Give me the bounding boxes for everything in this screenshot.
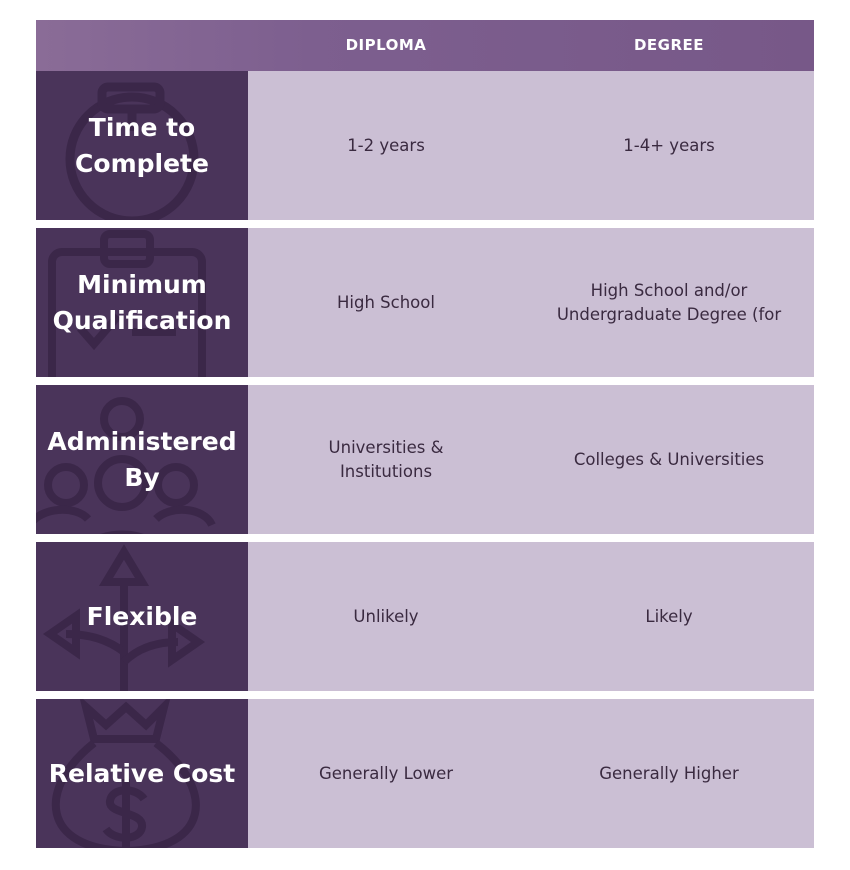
header-diploma: DIPLOMA (345, 36, 427, 54)
row-label: Minimum Qualification (52, 269, 232, 335)
row-label-cell (36, 542, 248, 691)
degree-value: Likely (645, 606, 693, 626)
diploma-value: High School (337, 292, 435, 312)
table-row-cost (36, 699, 814, 848)
row-label: Flexible (86, 601, 198, 631)
row-label: Time to Complete (75, 112, 209, 178)
table-row-flexible (36, 542, 814, 691)
degree-value: Generally Higher (599, 763, 739, 783)
diploma-value: Generally Lower (318, 763, 454, 783)
row-label: Relative Cost (48, 758, 236, 788)
degree-value: High School and/or Undergraduate Degree (for (556, 280, 782, 324)
row-label-cell (36, 228, 248, 377)
row-label: Administered By (47, 426, 237, 492)
table-row-qualification (36, 228, 814, 377)
diploma-value: 1-2 years (347, 135, 425, 155)
degree-value: 1-4+ years (623, 135, 715, 155)
comparison-table (36, 20, 814, 788)
table-row-administered (36, 385, 814, 534)
degree-value: Colleges & Universities (573, 449, 765, 469)
table-row-time (36, 71, 814, 220)
diploma-value: Universities & Institutions (328, 437, 444, 481)
row-label-cell (36, 71, 248, 220)
row-label-cell (36, 699, 248, 848)
header-degree: DEGREE (633, 36, 705, 54)
diploma-value: Unlikely (353, 606, 419, 626)
table-header (36, 20, 814, 71)
row-label-cell (36, 385, 248, 534)
